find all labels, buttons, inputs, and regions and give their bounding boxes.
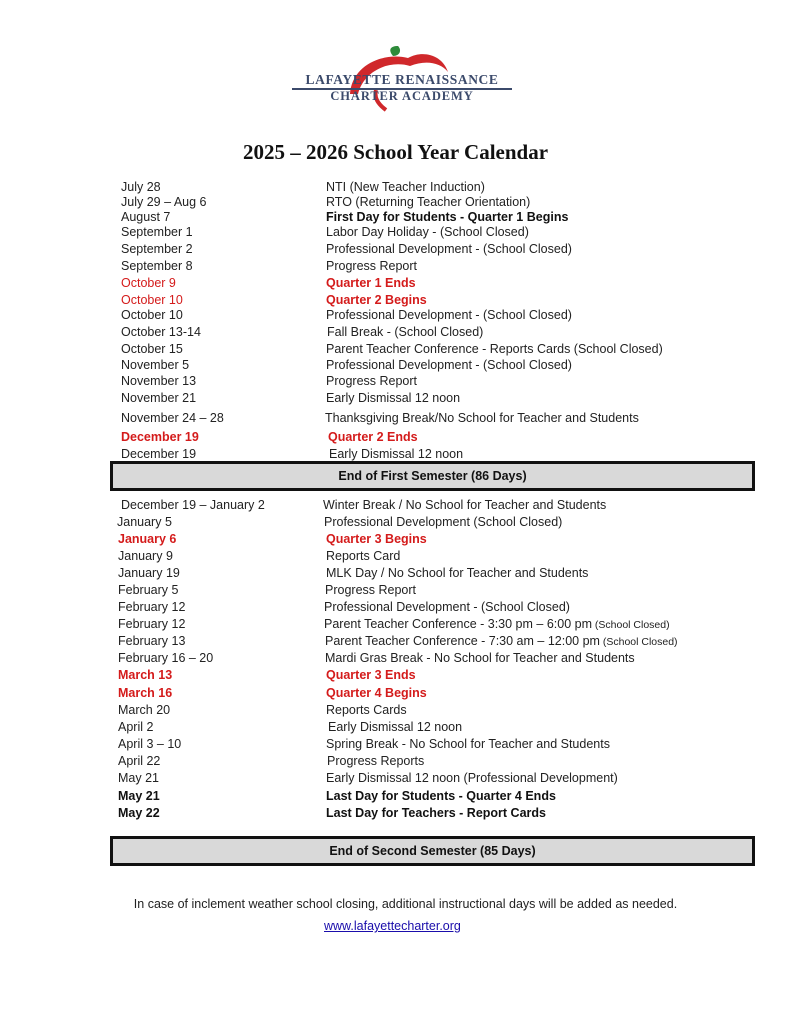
event-date: January 9	[118, 549, 173, 563]
event-note: (School Closed)	[599, 636, 678, 648]
event-date: November 24 – 28	[121, 411, 224, 425]
event-description: Thanksgiving Break/No School for Teacher and Students	[325, 411, 639, 425]
event-date: February 13	[118, 634, 186, 648]
event-date: October 10	[121, 293, 183, 307]
event-date: September 1	[121, 225, 193, 239]
event-description: Quarter 3 Ends	[326, 668, 416, 682]
logo-line1: LAFAYETTE RENAISSANCE	[305, 72, 499, 87]
event-date: January 6	[118, 532, 177, 546]
event-description: Mardi Gras Break - No School for Teacher and Students	[325, 651, 635, 665]
event-description: Professional Development (School Closed)	[324, 515, 563, 529]
event-description: Spring Break - No School for Teacher and Students	[326, 737, 610, 751]
event-description: Progress Report	[326, 374, 418, 388]
event-description: Professional Development - (School Closed)	[326, 242, 572, 256]
event-description: Early Dismissal 12 noon (Professional Development)	[326, 771, 618, 785]
event-description: Early Dismissal 12 noon	[328, 720, 463, 734]
event-date: May 21	[118, 771, 159, 785]
event-description: Early Dismissal 12 noon	[326, 391, 461, 405]
event-description: Quarter 2 Ends	[328, 430, 418, 444]
event-description: Reports Cards	[326, 703, 407, 717]
event-date: February 12	[118, 600, 186, 614]
website-link[interactable]: www.lafayettecharter.org	[324, 919, 461, 933]
event-description: First Day for Students - Quarter 1 Begins	[326, 210, 569, 224]
event-date: December 19	[121, 447, 197, 461]
event-description: Parent Teacher Conference - 7:30 am – 12:00 pm (School Closed)	[325, 634, 678, 648]
event-date: January 5	[117, 515, 172, 529]
event-date: September 2	[121, 242, 193, 256]
event-date: March 20	[118, 703, 171, 717]
event-description: MLK Day / No School for Teacher and Students	[326, 566, 589, 580]
event-description: Progress Report	[325, 583, 417, 597]
event-date: September 8	[121, 259, 193, 273]
event-description: Parent Teacher Conference - Reports Cards (School Closed)	[326, 342, 663, 356]
event-date: October 13-14	[121, 325, 201, 339]
event-description: Quarter 4 Begins	[326, 686, 427, 700]
event-description: Quarter 1 Ends	[326, 276, 416, 290]
event-date: January 19	[118, 566, 180, 580]
event-description: Professional Development - (School Closed)	[326, 358, 572, 372]
event-date: December 19	[121, 430, 199, 444]
event-description: Professional Development - (School Closed)	[326, 308, 572, 322]
event-description: Last Day for Teachers - Report Cards	[326, 806, 546, 820]
event-date: February 12	[118, 617, 186, 631]
event-description: Fall Break - (School Closed)	[327, 325, 484, 339]
event-description: Progress Reports	[327, 754, 425, 768]
event-date: October 10	[121, 308, 183, 322]
event-description: Early Dismissal 12 noon	[329, 447, 464, 461]
event-date: February 16 – 20	[118, 651, 214, 665]
event-date: April 2	[118, 720, 154, 734]
event-description: NTI (New Teacher Induction)	[326, 180, 485, 194]
event-date: July 29 – Aug 6	[121, 195, 207, 209]
event-note: (School Closed)	[591, 619, 670, 631]
event-description: Quarter 2 Begins	[326, 293, 427, 307]
event-description: Progress Report	[326, 259, 418, 273]
event-date: August 7	[121, 210, 171, 224]
logo-line2: CHARTER ACADEMY	[330, 89, 474, 103]
semester1-banner: End of First Semester (86 Days)	[110, 461, 755, 491]
event-date: November 13	[121, 374, 197, 388]
event-date: July 28	[121, 180, 161, 194]
event-date: February 5	[118, 583, 179, 597]
event-description: Quarter 3 Begins	[326, 532, 427, 546]
semester2-banner: End of Second Semester (85 Days)	[110, 836, 755, 866]
event-date: March 16	[118, 686, 173, 700]
event-description: Winter Break / No School for Teacher and Students	[323, 498, 607, 512]
event-date: November 21	[121, 391, 197, 405]
event-date: May 21	[118, 789, 160, 803]
event-description: Professional Development - (School Closed)	[324, 600, 570, 614]
event-description: Labor Day Holiday - (School Closed)	[326, 225, 529, 239]
event-description: Last Day for Students - Quarter 4 Ends	[326, 789, 556, 803]
event-description: Reports Card	[326, 549, 401, 563]
event-date: April 22	[118, 754, 161, 768]
weather-note: In case of inclement weather school closing, additional instructional days will be added as needed.	[133, 897, 678, 911]
event-description: RTO (Returning Teacher Orientation)	[326, 195, 531, 209]
event-date: November 5	[121, 358, 190, 372]
event-date: October 9	[121, 276, 176, 290]
event-date: May 22	[118, 806, 160, 820]
event-date: April 3 – 10	[118, 737, 182, 751]
page-title: 2025 – 2026 School Year Calendar	[242, 140, 549, 164]
event-date: October 15	[121, 342, 183, 356]
event-date: March 13	[118, 668, 173, 682]
event-description: Parent Teacher Conference - 3:30 pm – 6:00 pm (School Closed)	[324, 617, 670, 631]
event-date: December 19 – January 2	[121, 498, 265, 512]
school-logo	[290, 42, 514, 112]
